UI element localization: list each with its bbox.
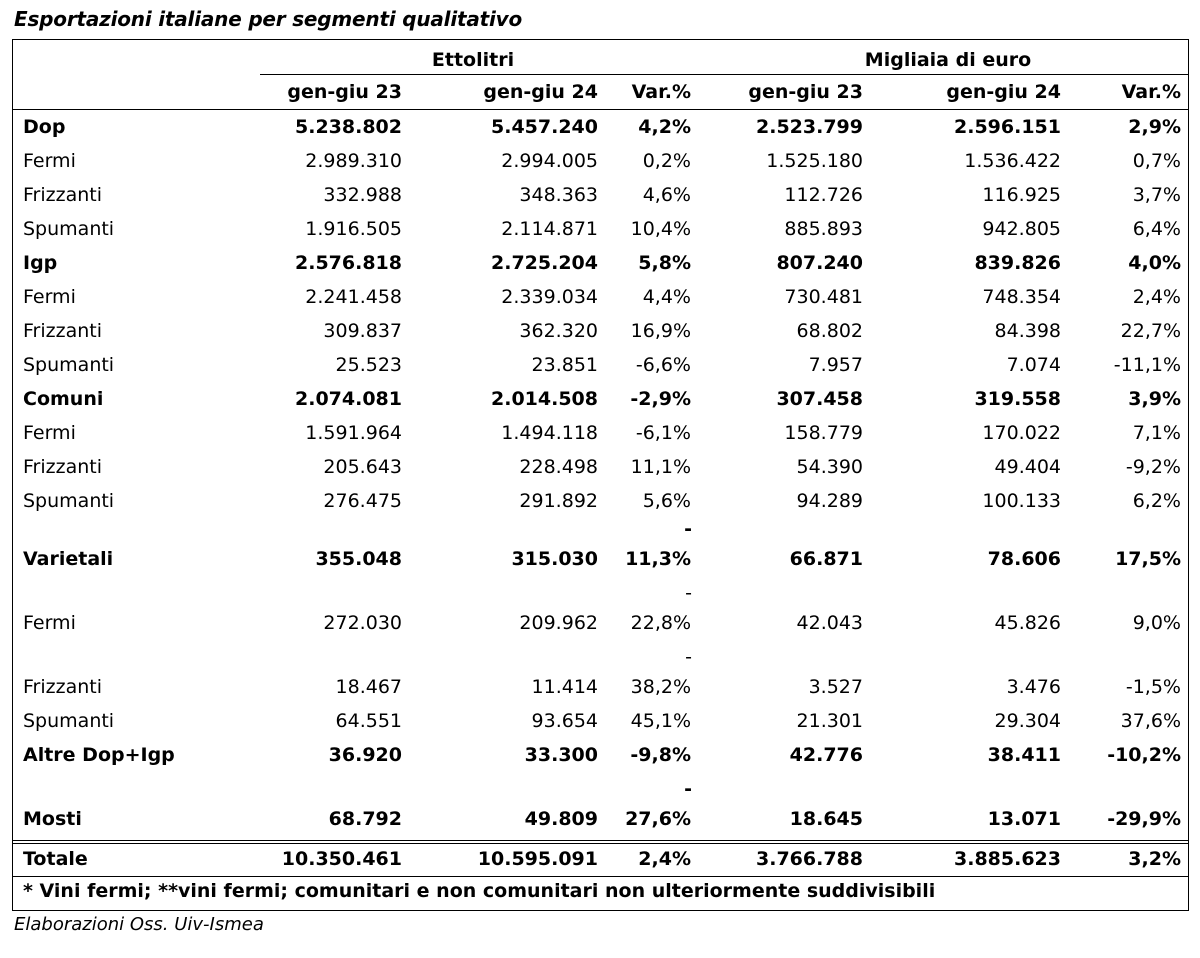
table-cell: 22,7% — [1120, 320, 1181, 342]
table-cell: 5.457.240 — [491, 116, 598, 138]
table-cell: 291.892 — [519, 490, 598, 512]
table-cell: 93.654 — [531, 710, 598, 732]
table-cell: -6,1% — [635, 422, 691, 444]
total-divider-2 — [13, 843, 1188, 844]
table-cell: 10.595.091 — [477, 848, 598, 870]
table-cell: 272.030 — [323, 612, 402, 634]
row-label: Spumanti — [23, 354, 115, 376]
table-row — [13, 848, 1188, 878]
table-cell: 4,6% — [642, 184, 691, 206]
row-label: Dop — [23, 116, 66, 138]
table-cell: 748.354 — [982, 286, 1061, 308]
group-header-value: Migliaia di euro — [864, 49, 1032, 71]
row-label: Fermi — [23, 286, 76, 308]
table-cell: 42.776 — [789, 744, 863, 766]
table-row — [13, 252, 1188, 282]
table-cell: 11.414 — [531, 676, 598, 698]
table-row — [13, 150, 1188, 180]
stray-dash: - — [684, 778, 692, 800]
table-cell: 3.766.788 — [756, 848, 863, 870]
table-cell: 17,5% — [1115, 548, 1181, 570]
row-label: Frizzanti — [23, 184, 102, 206]
table-cell: 3,9% — [1128, 388, 1181, 410]
table-cell: -2,9% — [630, 388, 691, 410]
row-label: Spumanti — [23, 490, 115, 512]
column-header: Var.% — [631, 81, 691, 103]
table-cell: 45.826 — [994, 612, 1061, 634]
note-divider — [13, 876, 1188, 877]
table-cell: 37,6% — [1120, 710, 1181, 732]
table-cell: 5.238.802 — [295, 116, 402, 138]
table-cell: 21.301 — [796, 710, 863, 732]
table-cell: 7.074 — [1006, 354, 1061, 376]
row-label: Igp — [23, 252, 58, 274]
table-cell: 5,6% — [642, 490, 691, 512]
table-cell: 6,2% — [1132, 490, 1181, 512]
column-header: gen-giu 24 — [483, 81, 598, 103]
table-cell: 276.475 — [323, 490, 402, 512]
table-cell: 2,4% — [638, 848, 691, 870]
table-cell: 68.802 — [796, 320, 863, 342]
row-label: Spumanti — [23, 710, 115, 732]
table-cell: 45,1% — [630, 710, 691, 732]
table-cell: 10.350.461 — [281, 848, 402, 870]
table-cell: 807.240 — [776, 252, 863, 274]
table-cell: 16,9% — [630, 320, 691, 342]
table-cell: 0,2% — [642, 150, 691, 172]
table-cell: 362.320 — [519, 320, 598, 342]
table-row — [13, 676, 1188, 706]
table-cell: 49.809 — [524, 808, 598, 830]
table-cell: 1.916.505 — [305, 218, 402, 240]
table-cell: 18.467 — [335, 676, 402, 698]
table-cell: 307.458 — [776, 388, 863, 410]
table-cell: 27,6% — [625, 808, 691, 830]
table-row — [13, 354, 1188, 384]
table-cell: 18.645 — [789, 808, 863, 830]
stray-dash: - — [685, 582, 692, 604]
table-cell: 3,2% — [1128, 848, 1181, 870]
table-cell: -29,9% — [1107, 808, 1181, 830]
table-cell: 2.523.799 — [756, 116, 863, 138]
group-header-volume: Ettolitri — [431, 49, 515, 71]
table-row — [13, 548, 1188, 578]
column-header: gen-giu 23 — [287, 81, 402, 103]
table-cell: 42.043 — [796, 612, 863, 634]
table-cell: 38,2% — [630, 676, 691, 698]
table-cell: 2.241.458 — [305, 286, 402, 308]
table-row — [13, 808, 1188, 838]
table-cell: 2.014.508 — [491, 388, 598, 410]
header-divider — [13, 109, 1188, 110]
row-label: Mosti — [23, 808, 82, 830]
table-cell: -11,1% — [1113, 354, 1181, 376]
table-cell: 38.411 — [987, 744, 1061, 766]
table-cell: 10,4% — [630, 218, 691, 240]
table-cell: -10,2% — [1107, 744, 1181, 766]
table-row — [13, 744, 1188, 774]
table-cell: -9,2% — [1125, 456, 1181, 478]
table-cell: 158.779 — [784, 422, 863, 444]
table-title: Esportazioni italiane per segmenti qualitativo — [14, 7, 523, 31]
table-cell: 315.030 — [511, 548, 598, 570]
table-row — [13, 320, 1188, 350]
table-row — [13, 710, 1188, 740]
table-cell: 4,0% — [1128, 252, 1181, 274]
row-label: Fermi — [23, 150, 76, 172]
table-cell: 1.536.422 — [964, 150, 1061, 172]
table-cell: 64.551 — [335, 710, 402, 732]
table-cell: 7.957 — [808, 354, 863, 376]
table-cell: 78.606 — [987, 548, 1061, 570]
table-cell: 6,4% — [1132, 218, 1181, 240]
table-cell: 839.826 — [974, 252, 1061, 274]
table-cell: 2.339.034 — [501, 286, 598, 308]
table-row — [13, 490, 1188, 520]
table-cell: 730.481 — [784, 286, 863, 308]
table-row — [13, 184, 1188, 214]
table-cell: 25.523 — [335, 354, 402, 376]
table-cell: 36.920 — [328, 744, 402, 766]
row-label: Fermi — [23, 422, 76, 444]
table-cell: 332.988 — [323, 184, 402, 206]
row-label: Frizzanti — [23, 676, 102, 698]
table-row — [13, 388, 1188, 418]
table-row — [13, 286, 1188, 316]
table-cell: 22,8% — [630, 612, 691, 634]
table-cell: 4,4% — [642, 286, 691, 308]
table-cell: 205.643 — [323, 456, 402, 478]
table-cell: 228.498 — [519, 456, 598, 478]
row-label: Varietali — [23, 548, 114, 570]
table-cell: 2.725.204 — [491, 252, 598, 274]
table-cell: 2,4% — [1132, 286, 1181, 308]
table-cell: 112.726 — [784, 184, 863, 206]
table-cell: 209.962 — [519, 612, 598, 634]
table-cell: 2.596.151 — [954, 116, 1061, 138]
table-cell: 355.048 — [315, 548, 402, 570]
table-cell: 309.837 — [323, 320, 402, 342]
table-cell: -6,6% — [635, 354, 691, 376]
table-row — [13, 612, 1188, 642]
table-row — [13, 456, 1188, 486]
table-cell: 9,0% — [1132, 612, 1181, 634]
table-cell: 942.805 — [982, 218, 1061, 240]
table-cell: 2.576.818 — [295, 252, 402, 274]
table-cell: 2.074.081 — [295, 388, 402, 410]
table-cell: 94.289 — [796, 490, 863, 512]
table-row — [13, 218, 1188, 248]
table-cell: -9,8% — [630, 744, 691, 766]
source-caption: Elaborazioni Oss. Uiv-Ismea — [14, 914, 264, 935]
footnote: * Vini fermi; **vini fermi; comunitari e non comunitari non ulteriormente suddivisibili — [23, 880, 936, 902]
row-label: Frizzanti — [23, 456, 102, 478]
table-cell: 23.851 — [531, 354, 598, 376]
column-header: gen-giu 24 — [946, 81, 1061, 103]
table-cell: 7,1% — [1132, 422, 1181, 444]
table-cell: 13.071 — [987, 808, 1061, 830]
export-table — [12, 39, 1189, 911]
table-cell: 5,8% — [638, 252, 691, 274]
table-cell: 100.133 — [982, 490, 1061, 512]
table-cell: 348.363 — [519, 184, 598, 206]
table-cell: 2.994.005 — [501, 150, 598, 172]
table-row — [13, 116, 1188, 146]
table-cell: 2,9% — [1128, 116, 1181, 138]
column-header: Var.% — [1121, 81, 1181, 103]
table-cell: 0,7% — [1132, 150, 1181, 172]
stray-dash: - — [685, 646, 692, 668]
row-label: Fermi — [23, 612, 76, 634]
table-cell: 54.390 — [796, 456, 863, 478]
table-cell: 11,1% — [630, 456, 691, 478]
table-cell: 11,3% — [625, 548, 691, 570]
column-header: gen-giu 23 — [748, 81, 863, 103]
table-cell: 319.558 — [974, 388, 1061, 410]
table-cell: 33.300 — [524, 744, 598, 766]
table-cell: 170.022 — [982, 422, 1061, 444]
table-cell: 2.989.310 — [305, 150, 402, 172]
table-cell: 1.494.118 — [501, 422, 598, 444]
table-cell: 3.476 — [1006, 676, 1061, 698]
row-label: Totale — [23, 848, 88, 870]
table-cell: 3.885.623 — [954, 848, 1061, 870]
row-label: Frizzanti — [23, 320, 102, 342]
table-cell: 885.893 — [784, 218, 863, 240]
table-cell: 4,2% — [638, 116, 691, 138]
table-cell: -1,5% — [1125, 676, 1181, 698]
table-cell: 68.792 — [328, 808, 402, 830]
table-row — [13, 422, 1188, 452]
table-cell: 3.527 — [808, 676, 863, 698]
row-label: Altre Dop+Igp — [23, 744, 175, 766]
row-label: Comuni — [23, 388, 104, 410]
row-label: Spumanti — [23, 218, 115, 240]
table-cell: 116.925 — [982, 184, 1061, 206]
table-cell: 1.591.964 — [305, 422, 402, 444]
stray-dash: - — [684, 518, 692, 540]
table-cell: 49.404 — [994, 456, 1061, 478]
table-cell: 3,7% — [1132, 184, 1181, 206]
total-divider-1 — [13, 840, 1188, 841]
table-cell: 2.114.871 — [501, 218, 598, 240]
table-cell: 84.398 — [994, 320, 1061, 342]
table-cell: 1.525.180 — [766, 150, 863, 172]
table-cell: 66.871 — [789, 548, 863, 570]
table-cell: 29.304 — [994, 710, 1061, 732]
